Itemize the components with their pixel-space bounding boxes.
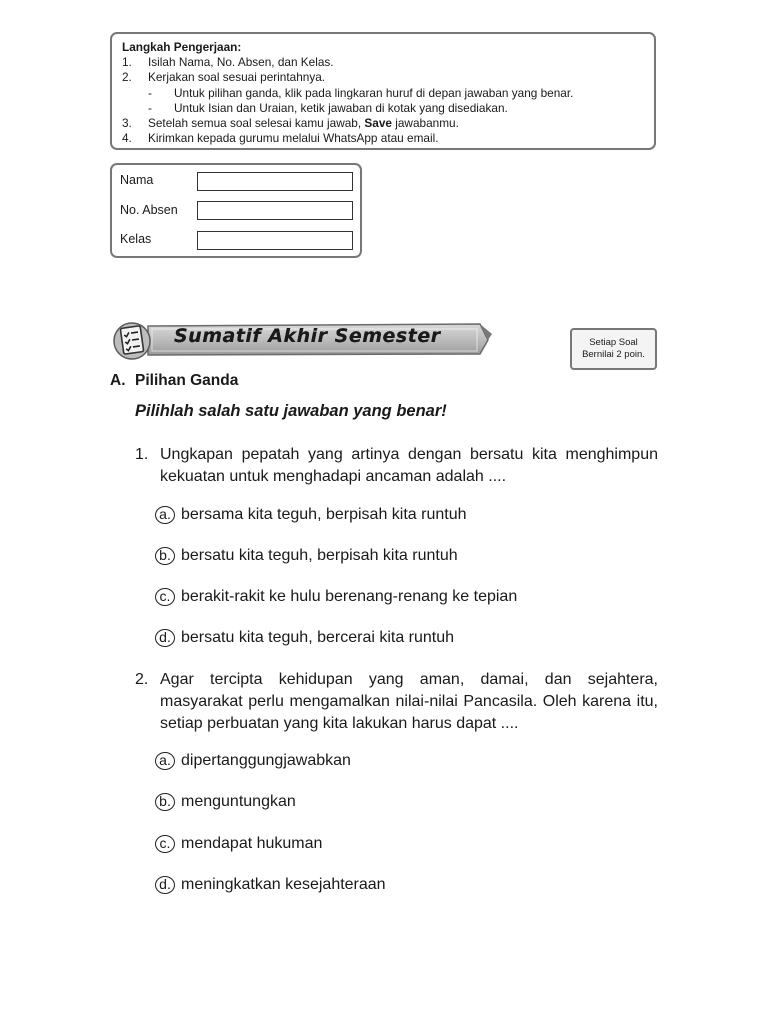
option-text: menguntungkan (181, 793, 296, 810)
instructions-title: Langkah Pengerjaan: (122, 40, 242, 54)
answer-circle[interactable]: c. (155, 588, 175, 606)
answer-circle[interactable]: b. (155, 547, 175, 565)
q1-option-d[interactable] (155, 627, 454, 649)
name-field[interactable] (197, 172, 353, 191)
answer-circle[interactable]: a. (155, 506, 175, 524)
instruction-step: 4. Kirimkan kepada gurumu melalui WhatsApp atau email. (122, 131, 439, 146)
section-banner (108, 320, 493, 360)
q1-option-b[interactable] (155, 545, 458, 567)
option-text: dipertanggungjawabkan (181, 752, 351, 769)
option-text: bersatu kita teguh, berpisah kita runtuh (181, 547, 458, 564)
answer-circle[interactable]: b. (155, 793, 175, 811)
section-heading: A. Pilihan Ganda (110, 372, 239, 389)
option-text: berakit-rakit ke hulu berenang-renang ke tepian (181, 588, 518, 605)
answer-circle[interactable]: d. (155, 629, 175, 647)
option-text: meningkatkan kesejahteraan (181, 876, 386, 893)
banner-title: Sumatif Akhir Semester (174, 325, 441, 347)
absen-label: No. Absen (120, 203, 178, 217)
question-number: 2. (135, 671, 149, 688)
question-text: Agar tercipta kehidupan yang aman, damai, dan sejahtera, masyarakat perlu mengamalkan nilai-nilai Pancasila. Oleh karena itu, setiap perbuatan yang kita lakukan harus dapat .... (160, 671, 658, 732)
points-note: Setiap Soal Bernilai 2 poin. (570, 328, 657, 370)
option-text: bersatu kita teguh, bercerai kita runtuh (181, 629, 455, 646)
section-instruction: Pilihlah salah satu jawaban yang benar! (135, 402, 447, 420)
instruction-step: 1. Isilah Nama, No. Absen, dan Kelas. (122, 55, 334, 70)
answer-circle[interactable]: a. (155, 752, 175, 770)
save-emphasis: Save (364, 116, 392, 131)
absen-field[interactable] (197, 201, 353, 220)
answer-circle[interactable]: c. (155, 835, 175, 853)
question-text: Ungkapan pepatah yang artinya dengan bersatu kita menghimpun kekuatan untuk menghadapi ancaman adalah .... (160, 446, 658, 485)
q1-option-c[interactable] (155, 586, 517, 608)
q2-option-a[interactable] (155, 750, 351, 772)
class-field[interactable] (197, 231, 353, 250)
option-text: mendapat hukuman (181, 835, 323, 852)
q1-option-a[interactable] (155, 504, 467, 526)
instruction-step: 2. Kerjakan soal sesuai perintahnya. (122, 70, 326, 85)
q2-option-b[interactable] (155, 791, 296, 813)
instructions-box (110, 32, 656, 150)
q2-option-d[interactable] (155, 874, 386, 896)
checklist-icon (110, 320, 156, 360)
answer-circle[interactable]: d. (155, 876, 175, 894)
q2-option-c[interactable] (155, 833, 322, 855)
instruction-substep: - Untuk pilihan ganda, klik pada lingkaran huruf di depan jawaban yang benar. (148, 85, 574, 100)
question-1 (135, 444, 658, 488)
name-label: Nama (120, 173, 154, 187)
instruction-step: 3. Setelah semua soal selesai kamu jawab, Save jawabanmu. (122, 116, 459, 131)
instruction-substep: - Untuk Isian dan Uraian, ketik jawaban di kotak yang disediakan. (148, 100, 508, 115)
identity-box (110, 163, 362, 258)
option-text: bersama kita teguh, berpisah kita runtuh (181, 506, 467, 523)
question-2 (135, 669, 658, 735)
question-number: 1. (135, 446, 149, 463)
class-label: Kelas (120, 232, 152, 246)
